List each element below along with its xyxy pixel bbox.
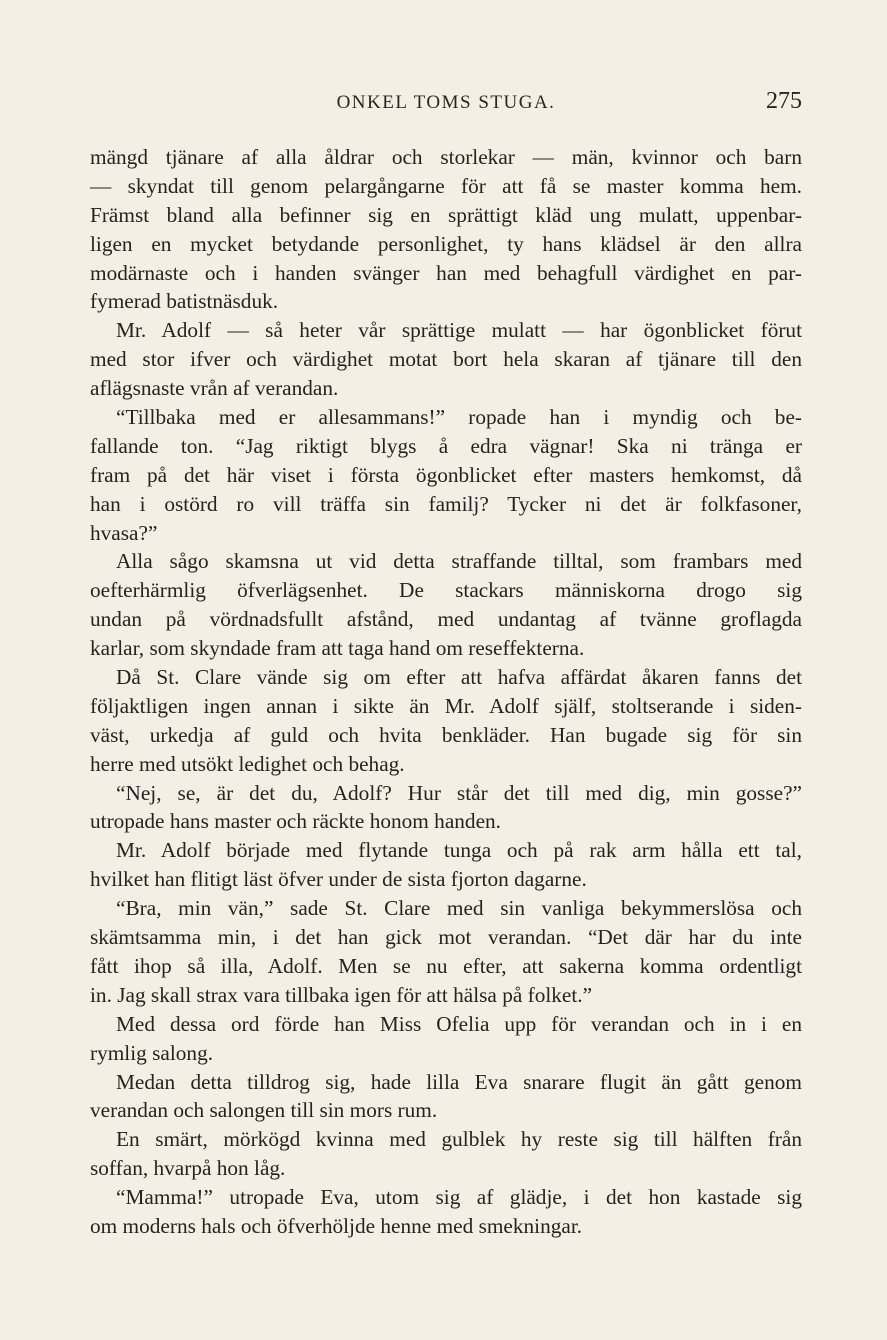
text-line: fallande ton. “Jag riktigt blygs å edra vägnar! Ska ni tränga er <box>90 433 802 458</box>
text-line: undan på vördnadsfullt afstånd, med undantag af tvänne groflagda <box>90 607 802 632</box>
text-line: karlar, som skyndade fram att taga hand om reseffekterna. <box>90 636 585 661</box>
text-line: “Mamma!” utropade Eva, utom sig af glädje, i det hon kastade sig <box>116 1185 802 1210</box>
text-line: Då St. Clare vände sig om efter att hafva affärdat åkaren fanns det <box>116 665 802 690</box>
running-head <box>90 90 802 120</box>
text-line: om moderns hals och öfverhöljde henne med smekningar. <box>90 1213 583 1238</box>
text-line: — skyndat till genom pelargångarne för att få se master komma hem. <box>90 173 802 198</box>
text-line: Främst bland alla befinner sig en sprättigt kläd ung mulatt, uppenbar- <box>90 202 802 227</box>
text-line: följaktligen ingen annan i sikte än Mr. Adolf själf, stoltserande i siden- <box>90 693 802 718</box>
text-line: “Nej, se, är det du, Adolf? Hur står det till med dig, min gosse?” <box>116 780 802 805</box>
text-line: Medan detta tilldrog sig, hade lilla Eva snarare flugit än gått genom <box>116 1069 802 1094</box>
text-line: herre med utsökt ledighet och behag. <box>90 751 405 776</box>
text-line: Mr. Adolf började med flytande tunga och på rak arm hålla ett tal, <box>116 838 802 863</box>
text-line: hvasa?” <box>90 520 158 545</box>
running-title: ONKEL TOMS STUGA. <box>336 92 556 113</box>
text-line: soffan, hvarpå hon låg. <box>90 1156 286 1181</box>
text-line: aflägsnaste vrån af verandan. <box>90 376 339 401</box>
text-line: väst, urkedja af guld och hvita benkläder. Han bugade sig för sin <box>90 722 802 747</box>
text-line: fått ihop så illa, Adolf. Men se nu efter, att sakerna komma ordentligt <box>90 953 802 978</box>
text-line: med stor ifver och värdighet motat bort hela skaran af tjänare till den <box>90 347 802 372</box>
text-line: in. Jag skall strax vara tillbaka igen för att hälsa på folket.” <box>90 982 593 1007</box>
text-line: han i ostörd ro vill träffa sin familj? Tycker ni det är folkfasoner, <box>90 491 802 516</box>
text-line: Mr. Adolf — så heter vår sprättige mulatt — har ögonblicket förut <box>116 318 802 343</box>
text-line: oefterhärmlig öfverlägsenhet. De stackars människorna drogo sig <box>90 578 802 603</box>
body-text <box>90 143 802 1241</box>
text-line: “Bra, min vän,” sade St. Clare med sin vanliga bekymmerslösa och <box>116 896 802 921</box>
text-line: skämtsamma min, i det han gick mot verandan. “Det där har du inte <box>90 925 802 950</box>
text-line: hvilket han flitigt läst öfver under de sista fjorton dagarne. <box>90 867 587 892</box>
text-line: Alla sågo skamsna ut vid detta straffande tilltal, som frambars med <box>116 549 802 574</box>
page-number: 275 <box>766 88 802 114</box>
text-line: fram på det här viset i första ögonblicket efter masters hemkomst, då <box>90 462 802 487</box>
text-line: fymerad batistnäsduk. <box>90 289 279 314</box>
text-line: mängd tjänare af alla åldrar och storlekar — män, kvinnor och barn <box>90 145 802 169</box>
text-line: verandan och salongen till sin mors rum. <box>90 1098 438 1123</box>
text-line: modärnaste och i handen svänger han med behagfull värdighet en par- <box>90 260 802 285</box>
text-line: rymlig salong. <box>90 1040 214 1065</box>
text-line: ligen en mycket betydande personlighet, ty hans klädsel är den allra <box>90 231 802 256</box>
text-line: En smärt, mörkögd kvinna med gulblek hy reste sig till hälften från <box>116 1127 802 1152</box>
text-line: utropade hans master och räckte honom handen. <box>90 809 502 834</box>
text-line: “Tillbaka med er allesammans!” ropade han i myndig och be- <box>116 405 802 430</box>
text-line: Med dessa ord förde han Miss Ofelia upp för verandan och in i en <box>116 1011 802 1036</box>
